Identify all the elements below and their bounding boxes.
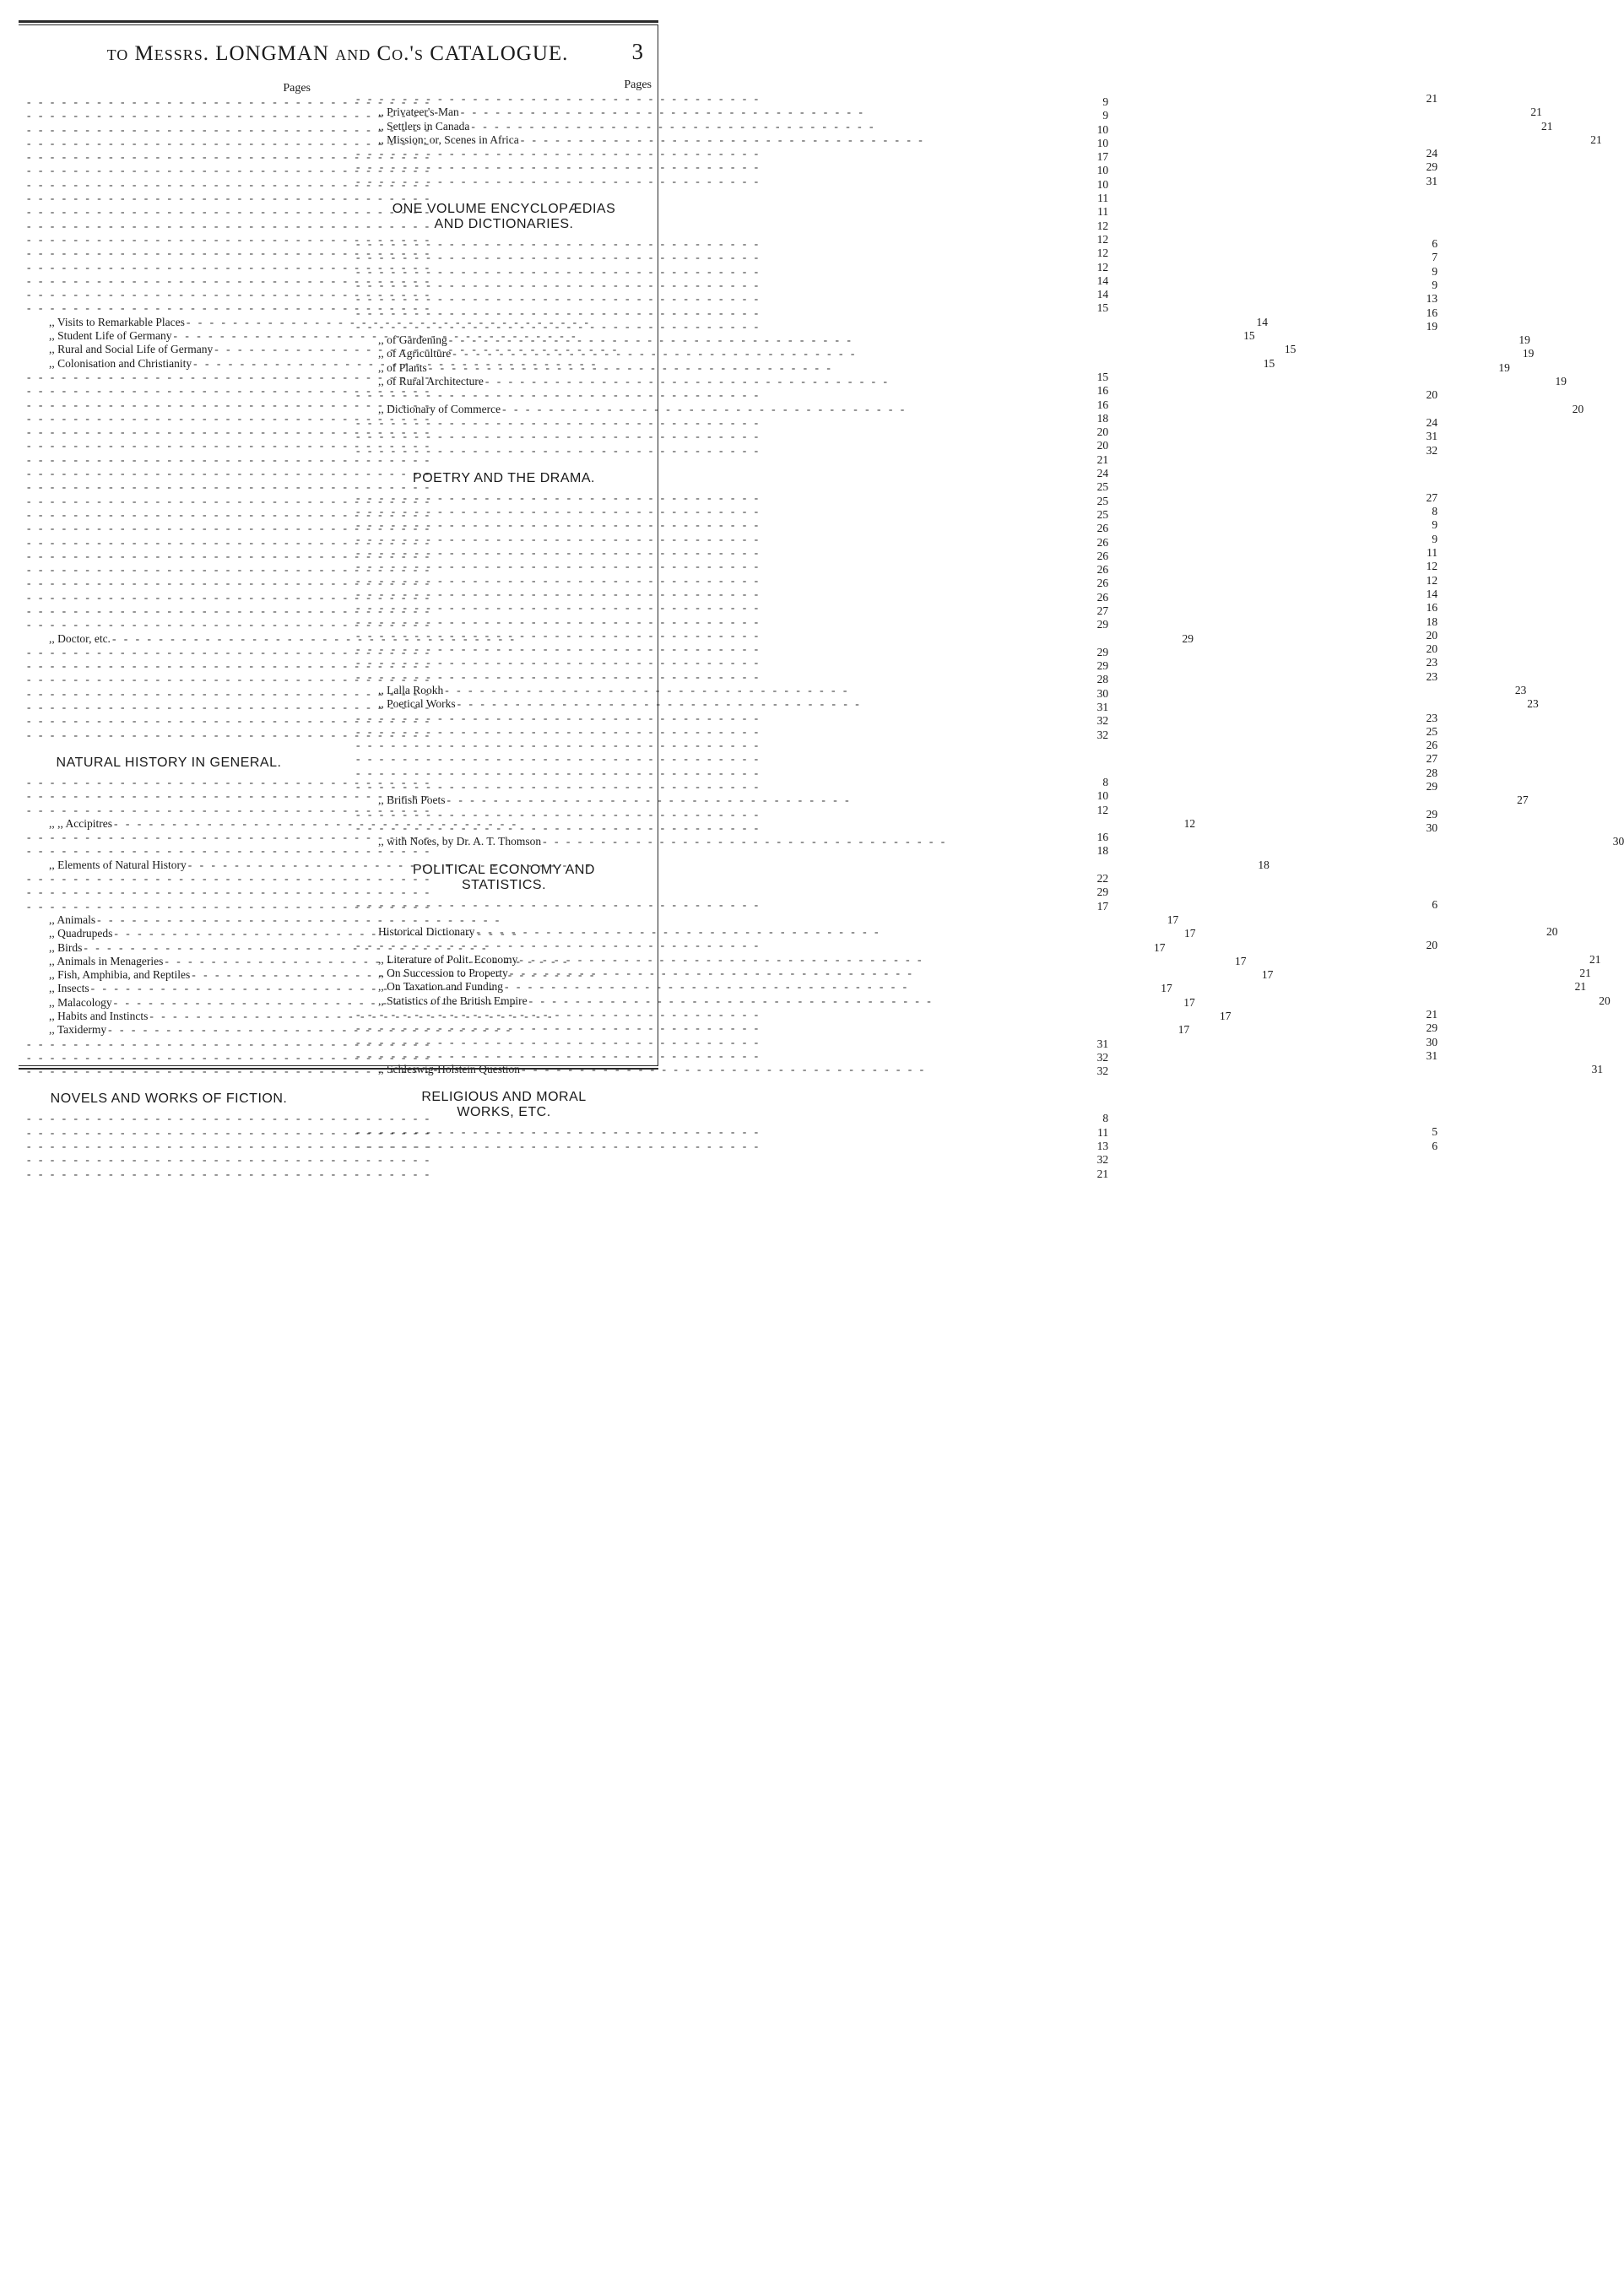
entry-title: Historical Dictionary bbox=[378, 925, 475, 939]
entry-page: 17 bbox=[1219, 1010, 1232, 1022]
entry-page: 19 bbox=[1522, 347, 1535, 360]
entry-page: 8 bbox=[1432, 505, 1438, 518]
entry-page: 26 bbox=[1096, 549, 1109, 562]
entry-page: 17 bbox=[1261, 968, 1274, 982]
leader-dots bbox=[355, 766, 762, 780]
entry-page: 27 bbox=[1517, 794, 1529, 807]
entry-page: 17 bbox=[1161, 982, 1172, 995]
list-item bbox=[25, 590, 1109, 604]
list-item bbox=[25, 439, 1109, 452]
entry-page: 16 bbox=[1096, 831, 1109, 844]
entry-title: ,, Lalla Rookh bbox=[378, 683, 444, 696]
list-item bbox=[25, 940, 1166, 955]
entry-page: 16 bbox=[1426, 306, 1438, 319]
leader-dots bbox=[355, 251, 762, 264]
entry-page: 32 bbox=[1096, 728, 1109, 741]
list-item bbox=[25, 177, 1109, 192]
list-item bbox=[25, 604, 1109, 618]
entry-title: ,, Rural and Social Life of Germany bbox=[49, 343, 214, 356]
entry-page: 6 bbox=[1432, 897, 1438, 911]
list-item bbox=[25, 480, 1109, 494]
entry-page: 22 bbox=[1096, 872, 1109, 886]
entry-title: ,, Quadrupeds bbox=[49, 927, 113, 940]
leader-dots bbox=[355, 588, 762, 601]
pages-label: Pages bbox=[283, 82, 311, 95]
page-title: to Messrs. LONGMAN and Co.'s CATALOGUE. bbox=[106, 42, 569, 65]
leader-dots bbox=[355, 518, 762, 532]
section-heading bbox=[25, 756, 312, 771]
entry-page: 11 bbox=[1097, 205, 1109, 219]
entry-page: 10 bbox=[1096, 122, 1109, 136]
entry-page: 32 bbox=[1096, 1064, 1109, 1078]
entry-page: 26 bbox=[1096, 590, 1109, 604]
leader-dots bbox=[355, 615, 762, 629]
entry-page: 9 bbox=[1102, 95, 1109, 108]
entry-page: 21 bbox=[1426, 92, 1438, 105]
entry-page: 30 bbox=[1096, 686, 1109, 700]
entry-page: 13 bbox=[1096, 1140, 1109, 1153]
leader-dots bbox=[355, 712, 762, 725]
entry-title: ,, Student Life of Germany bbox=[49, 329, 172, 343]
list-item bbox=[25, 425, 1109, 439]
entry-page: 32 bbox=[1096, 714, 1109, 728]
entry-page: 21 bbox=[1590, 133, 1602, 146]
leader-dots bbox=[355, 752, 762, 766]
entry-page: 21 bbox=[1589, 952, 1601, 966]
list-item bbox=[25, 150, 1109, 164]
entry-page: 24 bbox=[1426, 147, 1438, 160]
section-heading-line: NOVELS AND WORKS OF FICTION. bbox=[50, 1091, 288, 1107]
entry-page: 12 bbox=[1096, 803, 1109, 816]
list-item bbox=[25, 164, 1109, 177]
entry-title: ,, of Gardening bbox=[378, 333, 447, 347]
entry-page: 9 bbox=[1432, 278, 1438, 291]
entry-page: 32 bbox=[1096, 1050, 1109, 1064]
leader-dots bbox=[355, 175, 762, 188]
entry-page: 13 bbox=[1426, 292, 1438, 306]
entry-page: 14 bbox=[1426, 587, 1438, 600]
list-item bbox=[25, 577, 1109, 590]
entry-page: 15 bbox=[1243, 329, 1255, 343]
leader-dots bbox=[355, 430, 762, 443]
section-heading-line: AND DICTIONARIES. bbox=[434, 217, 574, 232]
leader-dots bbox=[355, 292, 762, 306]
entry-page: 32 bbox=[1096, 1153, 1109, 1167]
entry-page: 29 bbox=[1182, 631, 1194, 645]
entry-page: 26 bbox=[1426, 739, 1438, 752]
entry-page: 10 bbox=[1096, 177, 1109, 191]
list-item bbox=[355, 766, 1438, 780]
entry-page: 12 bbox=[1426, 560, 1438, 573]
section-heading bbox=[355, 471, 653, 486]
entry-title: ,, Poetical Works bbox=[378, 697, 456, 711]
entry-page: 20 bbox=[1426, 628, 1438, 642]
entry-title: ,, Birds bbox=[49, 940, 83, 954]
entry-page: 28 bbox=[1426, 766, 1438, 779]
entry-page: 10 bbox=[1096, 136, 1109, 149]
entry-page: 18 bbox=[1426, 615, 1438, 628]
entry-page: 29 bbox=[1096, 645, 1109, 658]
list-item bbox=[25, 1140, 1109, 1153]
entry-page: 11 bbox=[1097, 192, 1109, 205]
leader-dots bbox=[355, 629, 762, 642]
entry-page: 15 bbox=[1096, 301, 1109, 315]
leader-dots bbox=[355, 237, 762, 251]
section-heading-line: ONE VOLUME ENCYCLOPÆDIAS bbox=[392, 202, 616, 217]
entry-page: 31 bbox=[1591, 1063, 1604, 1076]
entry-page: 21 bbox=[1096, 1167, 1109, 1180]
leader-dots bbox=[355, 388, 762, 402]
list-item bbox=[25, 714, 1109, 728]
entry-title: ,, of Plants bbox=[378, 360, 427, 374]
entry-page: 29 bbox=[1096, 886, 1109, 899]
entry-title: ,, of Rural Architecture bbox=[378, 375, 484, 388]
list-item bbox=[25, 886, 1109, 899]
entry-title: ,, Insects bbox=[49, 982, 89, 995]
section-heading bbox=[25, 1091, 312, 1107]
leader-dots bbox=[355, 279, 762, 292]
entry-page: 7 bbox=[1432, 251, 1438, 264]
entry-page: 14 bbox=[1256, 315, 1269, 328]
entry-page: 26 bbox=[1096, 535, 1109, 549]
entry-page: 10 bbox=[1096, 164, 1109, 177]
leader-dots bbox=[355, 808, 762, 821]
entry-title: ,, Malacology bbox=[49, 995, 112, 1009]
leader-dots bbox=[355, 505, 762, 518]
entry-page: 15 bbox=[1263, 356, 1275, 370]
leader-dots bbox=[355, 601, 762, 615]
bottom-rule bbox=[19, 1065, 658, 1066]
leader-dots bbox=[355, 491, 762, 505]
entry-page: 12 bbox=[1096, 246, 1109, 260]
entry-page: 17 bbox=[1234, 954, 1247, 967]
list-item bbox=[25, 232, 1109, 246]
leader-dots bbox=[355, 1021, 762, 1035]
leader-dots bbox=[355, 160, 762, 174]
leader-dots bbox=[355, 546, 762, 560]
entry-page: 18 bbox=[1258, 858, 1269, 871]
list-item bbox=[25, 384, 1109, 398]
entry-page: 16 bbox=[1426, 601, 1438, 615]
entry-page: 12 bbox=[1096, 232, 1109, 246]
entry-title: ,, Statistics of the British Empire bbox=[378, 994, 528, 1007]
list-item bbox=[355, 912, 653, 925]
entry-page: 10 bbox=[1096, 789, 1109, 803]
entry-page: 18 bbox=[1096, 411, 1109, 425]
entry-page: 31 bbox=[1096, 1037, 1109, 1050]
entry-page: 29 bbox=[1426, 1021, 1438, 1035]
entry-page: 31 bbox=[1426, 430, 1438, 443]
list-item bbox=[25, 816, 1196, 831]
entry-page: 31 bbox=[1426, 174, 1438, 187]
list-item bbox=[25, 775, 1109, 789]
leader-dots bbox=[355, 656, 762, 669]
leader-dots bbox=[355, 670, 762, 684]
list-item bbox=[355, 92, 1438, 106]
section-heading-line: POLITICAL ECONOMY AND bbox=[413, 862, 595, 877]
entry-page: 20 bbox=[1599, 994, 1610, 1007]
entry-page: 12 bbox=[1096, 219, 1109, 232]
entry-title: ,, British Poets bbox=[378, 794, 446, 807]
leader-dots bbox=[355, 533, 762, 546]
entry-title: ,, Privateer's-Man bbox=[378, 106, 459, 119]
list-item bbox=[25, 1037, 1109, 1051]
list-item bbox=[25, 1010, 1232, 1023]
entry-page: 21 bbox=[1426, 1007, 1438, 1021]
list-item bbox=[25, 803, 1109, 817]
entry-title: ,, Settlers in Canada bbox=[378, 119, 470, 133]
entry-page: 9 bbox=[1432, 518, 1438, 532]
list-item bbox=[25, 899, 1109, 913]
entry-page: 19 bbox=[1498, 360, 1510, 374]
entry-page: 20 bbox=[1096, 425, 1109, 439]
leader-dots bbox=[355, 821, 762, 835]
entry-page: 17 bbox=[1096, 899, 1109, 913]
section-heading bbox=[355, 202, 653, 232]
pages-label: Pages bbox=[624, 79, 652, 91]
list-item bbox=[355, 752, 1438, 766]
leader-dots bbox=[355, 147, 762, 160]
entry-page: 25 bbox=[1096, 494, 1109, 507]
list-item bbox=[25, 1153, 1109, 1167]
entry-page: 9 bbox=[1432, 532, 1438, 545]
entry-page: 29 bbox=[1096, 618, 1109, 631]
leader-dots bbox=[355, 1049, 762, 1063]
entry-page: 16 bbox=[1096, 384, 1109, 398]
entry-page: 23 bbox=[1426, 656, 1438, 669]
entry-title: ,, Doctor, etc. bbox=[49, 631, 111, 645]
entry-page: 11 bbox=[1097, 1125, 1109, 1139]
entry-page: 24 bbox=[1096, 467, 1109, 480]
entry-page: 12 bbox=[1183, 816, 1196, 830]
entry-page: 16 bbox=[1096, 398, 1109, 411]
leader-dots bbox=[355, 92, 762, 106]
entry-title: ,, On Taxation and Funding bbox=[378, 980, 504, 994]
entry-page: 17 bbox=[1183, 995, 1195, 1009]
entry-page: 20 bbox=[1572, 402, 1584, 415]
list-item bbox=[25, 659, 1109, 673]
entry-page: 26 bbox=[1096, 577, 1109, 590]
entry-page: 19 bbox=[1518, 333, 1530, 347]
entry-page: 29 bbox=[1426, 807, 1438, 821]
leader-dots bbox=[355, 739, 762, 752]
leader-dots bbox=[355, 320, 762, 333]
entry-title: ,, Animals bbox=[49, 913, 96, 926]
entry-page: 20 bbox=[1426, 388, 1438, 402]
entry-page: 14 bbox=[1096, 288, 1109, 301]
list-item bbox=[25, 274, 1109, 288]
entry-page: 31 bbox=[1426, 1048, 1438, 1062]
entry-title: ,, of Agriculture bbox=[378, 347, 452, 360]
leader-dots bbox=[355, 416, 762, 430]
entry-page: 30 bbox=[1612, 835, 1624, 848]
section-heading bbox=[355, 1090, 653, 1120]
list-item bbox=[25, 631, 1194, 646]
entry-title: ,, Elements of Natural History bbox=[49, 858, 187, 871]
list-item bbox=[25, 301, 1109, 315]
list-item bbox=[25, 1023, 1190, 1037]
entry-page: 14 bbox=[1096, 274, 1109, 287]
list-item bbox=[25, 913, 1179, 927]
page-number: 3 bbox=[631, 39, 643, 64]
list-item bbox=[25, 549, 1109, 563]
leader-dots bbox=[355, 1140, 762, 1153]
entry-page: 20 bbox=[1426, 642, 1438, 656]
list-item bbox=[25, 315, 1269, 329]
entry-page: 5 bbox=[1432, 1125, 1438, 1139]
entry-title: ,, On Succession to Property bbox=[378, 967, 508, 980]
entry-title: ,, Visits to Remarkable Places bbox=[49, 315, 185, 328]
entry-page: 19 bbox=[1426, 319, 1438, 333]
entry-page: 21 bbox=[1574, 980, 1587, 994]
list-item bbox=[25, 1167, 1109, 1181]
section-heading-line: RELIGIOUS AND MORAL bbox=[421, 1090, 587, 1105]
entry-page: 23 bbox=[1527, 697, 1539, 711]
list-item bbox=[25, 844, 1109, 858]
entry-title: ,, Animals in Menageries bbox=[49, 954, 164, 967]
leader-dots bbox=[355, 939, 762, 952]
entry-title: ,, Dictionary of Commerce bbox=[378, 402, 501, 415]
list-item bbox=[355, 780, 1438, 794]
list-item bbox=[25, 1064, 1109, 1078]
entry-page: 28 bbox=[1096, 673, 1109, 686]
entry-page: 31 bbox=[1096, 701, 1109, 714]
entry-page: 17 bbox=[1096, 150, 1109, 164]
entry-page: 17 bbox=[1177, 1023, 1190, 1037]
entry-page: 15 bbox=[1284, 343, 1296, 356]
section-heading bbox=[355, 863, 653, 893]
entry-title: ,, ,, Accipitres bbox=[49, 816, 112, 830]
section-heading-line: STATISTICS. bbox=[461, 877, 547, 892]
list-item bbox=[25, 95, 1109, 109]
leader-dots bbox=[355, 560, 762, 573]
entry-page: 21 bbox=[1579, 967, 1591, 980]
entry-page: 20 bbox=[1096, 439, 1109, 452]
leader-dots bbox=[355, 265, 762, 279]
list-item bbox=[25, 673, 1109, 686]
entry-page: 32 bbox=[1426, 443, 1438, 457]
list-item bbox=[25, 618, 1109, 631]
leader-dots bbox=[355, 898, 762, 912]
top-rule bbox=[19, 20, 658, 23]
entry-page: 30 bbox=[1426, 821, 1438, 834]
list-item bbox=[25, 535, 1109, 550]
entry-page: 25 bbox=[1096, 507, 1109, 521]
list-item bbox=[25, 1125, 1109, 1140]
leader-dots bbox=[355, 780, 762, 794]
section-heading-line: WORKS, ETC. bbox=[457, 1105, 551, 1120]
list-item bbox=[25, 452, 1109, 467]
entry-title: ,, Taxidermy bbox=[49, 1023, 107, 1037]
entry-page: 20 bbox=[1546, 925, 1558, 939]
entry-page: 15 bbox=[1096, 370, 1109, 383]
entry-page: 17 bbox=[1154, 940, 1166, 954]
entry-page: 24 bbox=[1426, 415, 1438, 429]
entry-page: 8 bbox=[1102, 775, 1109, 788]
entry-title: ,, Habits and Instincts bbox=[49, 1010, 149, 1022]
entry-page: 29 bbox=[1096, 659, 1109, 673]
entry-page: 19 bbox=[1555, 375, 1567, 388]
entry-page: 29 bbox=[1426, 160, 1438, 174]
section-heading-line: POETRY AND THE DRAMA. bbox=[413, 470, 595, 485]
leader-dots bbox=[355, 725, 762, 739]
entry-page: 27 bbox=[1426, 490, 1438, 504]
entry-title: ,, Fish, Amphibia, and Reptiles bbox=[49, 968, 191, 982]
entry-page: 6 bbox=[1432, 1139, 1438, 1152]
entry-page: 25 bbox=[1426, 724, 1438, 738]
page-header bbox=[0, 37, 675, 71]
leader-dots bbox=[25, 1153, 433, 1167]
leader-dots bbox=[355, 642, 762, 656]
entry-page: 18 bbox=[1096, 844, 1109, 858]
entry-page: 11 bbox=[1426, 546, 1438, 560]
section-heading-line: NATURAL HISTORY IN GENERAL. bbox=[56, 755, 282, 770]
leader-dots bbox=[355, 1125, 762, 1139]
entry-page: 9 bbox=[1432, 264, 1438, 278]
list-item bbox=[25, 192, 1109, 205]
entry-page: 12 bbox=[1096, 260, 1109, 274]
leader-dots bbox=[25, 1167, 433, 1181]
entry-page: 17 bbox=[1183, 927, 1196, 940]
entry-page: 8 bbox=[1102, 1112, 1109, 1125]
list-item bbox=[25, 411, 1109, 425]
list-item bbox=[25, 645, 1109, 659]
entry-title: ,, Colonisation and Christianity bbox=[49, 356, 192, 370]
list-item bbox=[25, 507, 1109, 522]
entry-page: 9 bbox=[1102, 109, 1109, 122]
entry-page: 6 bbox=[1432, 237, 1438, 251]
entry-page: 21 bbox=[1540, 119, 1553, 133]
list-item bbox=[25, 728, 1109, 742]
entry-page: 29 bbox=[1426, 780, 1438, 794]
list-item bbox=[25, 563, 1109, 577]
list-item bbox=[25, 288, 1109, 301]
entry-page: 17 bbox=[1167, 913, 1179, 926]
entry-page: 27 bbox=[1096, 604, 1109, 617]
entry-page: 20 bbox=[1426, 939, 1438, 952]
list-item bbox=[355, 739, 1438, 752]
list-item bbox=[25, 522, 1109, 535]
entry-page: 26 bbox=[1096, 563, 1109, 577]
leader-dots bbox=[355, 306, 762, 320]
list-item bbox=[25, 1050, 1109, 1064]
entry-page: 21 bbox=[1096, 452, 1109, 466]
entry-page: 21 bbox=[1530, 106, 1542, 119]
entry-page: 23 bbox=[1514, 683, 1527, 696]
entry-page: 30 bbox=[1426, 1035, 1438, 1048]
list-item bbox=[25, 260, 1109, 274]
entry-title: ,, with Notes, by Dr. A. T. Thomson bbox=[378, 835, 542, 848]
entry-page: 23 bbox=[1426, 711, 1438, 724]
entry-page: 27 bbox=[1426, 752, 1438, 766]
leader-dots bbox=[355, 1008, 762, 1021]
entry-page: 25 bbox=[1096, 480, 1109, 494]
list-item bbox=[25, 246, 1109, 260]
leader-dots bbox=[355, 1036, 762, 1049]
entry-page: 26 bbox=[1096, 522, 1109, 535]
list-item bbox=[355, 106, 1542, 119]
entry-page: 23 bbox=[1426, 669, 1438, 683]
entry-title: ,, Mission; or, Scenes in Africa bbox=[378, 133, 519, 146]
entry-title: ,, Literature of Polit. Economy bbox=[378, 952, 518, 966]
leader-dots bbox=[355, 444, 762, 458]
entry-page: 12 bbox=[1426, 573, 1438, 587]
leader-dots bbox=[355, 574, 762, 588]
list-item bbox=[25, 494, 1109, 508]
